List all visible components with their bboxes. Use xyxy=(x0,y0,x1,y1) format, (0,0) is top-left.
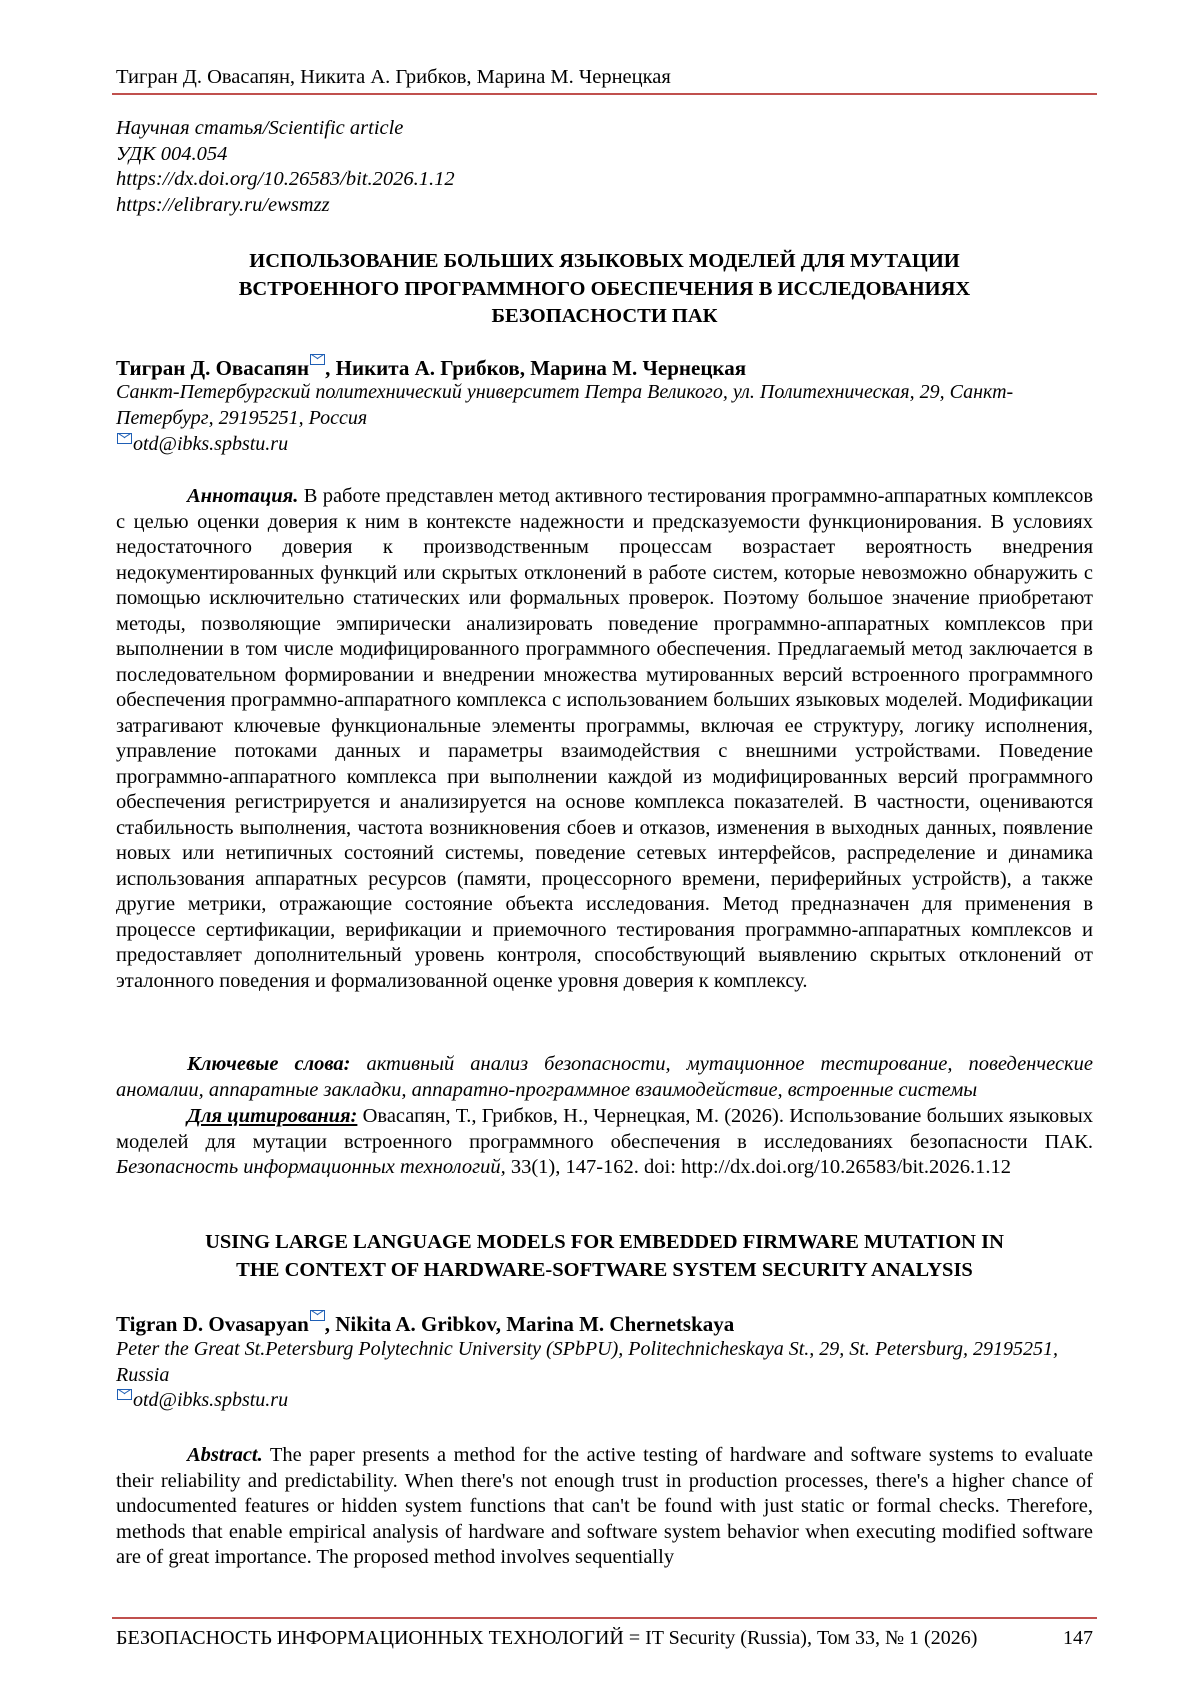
keywords-text: активный анализ безопасности, мутационное тестирование, поведенческие аномалии, аппаратные закладки, аппаратно-программное взаимодействие, встроенные системы xyxy=(116,1053,1093,1101)
footer-rule xyxy=(112,1617,1097,1619)
authors-ru xyxy=(116,354,746,381)
affiliation-en: Peter the Great St.Petersburg Polytechnic University (SPbPU), Politechnicheskaya St., 29, St. Petersburg, 29195251, Russia xyxy=(116,1338,1058,1386)
envelope-icon xyxy=(117,433,132,444)
udc-code: УДК 004.054 xyxy=(116,142,228,165)
citation-journal: Безопасность информационных технологий, xyxy=(116,1156,506,1178)
abstract-text-en: The paper presents a method for the active testing of hardware and software systems to evaluate their reliability and predictability. When there's not enough trust in production processes, there's a higher chance of undocumented features or hidden system functions that can't be found with just static or formal checks. Therefore, methods that enable empirical analysis of hardware and software system behavior when executing modified software are of great importance. The proposed method involves sequentially xyxy=(116,1444,1093,1568)
title-en-line-1: USING LARGE LANGUAGE MODELS FOR EMBEDDED FIRMWARE MUTATION IN xyxy=(205,1231,1004,1253)
elibrary-link[interactable]: https://elibrary.ru/ewsmzz xyxy=(116,193,330,216)
authors-en xyxy=(116,1310,734,1337)
citation-text-2: 33(1), 147-162. doi: http://dx.doi.org/10.26583/bit.2026.1.12 xyxy=(510,1156,1011,1178)
doi-link[interactable]: https://dx.doi.org/10.26583/bit.2026.1.12 xyxy=(116,168,455,190)
envelope-icon xyxy=(117,1389,132,1400)
citation-text-1: Овасапян, Т., Грибков, Н., Чернецкая, М. (2026). Использование больших языковых моделей для мутации встроенного программного обеспечения в исследованиях безопасности ПАК. xyxy=(116,1105,1094,1153)
coauthors-en: , Nikita A. Gribkov, Marina M. Chernetskaya xyxy=(324,1312,735,1336)
title-ru-line-3: БЕЗОПАСНОСТИ ПАК xyxy=(491,305,718,327)
keywords-ru xyxy=(116,1052,1093,1103)
abstract-label-en: Abstract. xyxy=(187,1444,263,1466)
title-ru-line-2: ВСТРОЕННОГО ПРОГРАММНОГО ОБЕСПЕЧЕНИЯ В ИССЛЕДОВАНИЯХ xyxy=(238,277,971,300)
envelope-icon xyxy=(310,354,325,365)
title-en-line-2: THE CONTEXT OF HARDWARE-SOFTWARE SYSTEM SECURITY ANALYSIS xyxy=(236,1258,973,1281)
page-footer xyxy=(116,1627,1093,1650)
header-rule xyxy=(112,93,1097,95)
corresponding-author-en: Tigran D. Ovasapyan xyxy=(116,1312,309,1336)
article-type: Научная статья/Scientific article xyxy=(116,117,404,139)
corresponding-author-ru: Тигран Д. Овасапян xyxy=(116,356,310,380)
abstract-text-ru: В работе представлен метод активного тестирования программно-аппаратных комплексов с целью оценки доверия к ним в контексте надежности и предсказуемости функционирования. В условиях недостаточного доверия к производственным процессам возрастает вероятность внедрения недокументированных функций или скрытых отклонений в работе систем, которые невозможно обнаружить с помощью исключительно статических или формальных проверок. Поэтому большое значение приобретают методы, позволяющие эмпирически анализировать поведение программно-аппаратных комплексов при выполнении в том числе модифицированного программного обеспечения. Предлагаемый метод заключается в последовательном формировании и внедрении множества мутированных версий встроенного программного обеспечения программно-аппаратного комплекса с использованием больших языковых моделей. Модификации затрагивают ключевые функциональные элементы программы, включая ее структуру, логику исполнения, управление потоками данных и параметры взаимодействия с внешними устройствами. Поведение программно-аппаратного комплекса при выполнении каждой из модифицированных версий программного обеспечения регистрируется и анализируется на основе комплекса показателей. В частности, оцениваются стабильность выполнения, частота возникновения сбоев и отказов, изменения в выходных данных, появление новых или нетипичных состояний системы, поведение сетевых интерфейсов, распределение и динамика использования аппаратных ресурсов (памяти, процессорного времени, периферийных устройств), а также другие метрики, отражающие состояние объекта исследования. Метод предназначен для применения в процессе сертификации, верификации и приемочного тестирования программно-аппаратных комплексов и предоставляет дополнительный уровень контроля, способствующий выявлению скрытых отклонений от эталонного поведения и формализованной оценке уровня доверия к комплексу. xyxy=(116,485,1093,992)
keywords-label: Ключевые слова: xyxy=(187,1053,351,1075)
email-line-ru xyxy=(116,433,288,456)
coauthors-ru: , Никита А. Грибков, Марина М. Чернецкая xyxy=(325,356,747,380)
journal-footer: БЕЗОПАСНОСТЬ ИНФОРМАЦИОННЫХ ТЕХНОЛОГИЙ = IT Security (Russia), Том 33, № 1 (2026) xyxy=(116,1627,978,1649)
page-number: 147 xyxy=(1063,1627,1093,1649)
article-meta xyxy=(116,116,455,218)
citation-ru xyxy=(116,1104,1093,1181)
envelope-icon xyxy=(310,1310,325,1321)
email-ru[interactable]: otd@ibks.spbstu.ru xyxy=(133,433,289,455)
email-en[interactable]: otd@ibks.spbstu.ru xyxy=(133,1389,289,1411)
email-line-en xyxy=(116,1389,288,1412)
affiliation-ru: Санкт-Петербургский политехнический университет Петра Великого, ул. Политехническая, 29, Санкт-Петербург, 29195251, Россия xyxy=(116,381,1014,429)
abstract-label-ru: Аннотация. xyxy=(187,485,299,507)
abstract-ru xyxy=(116,484,1093,994)
article-title-ru xyxy=(112,248,1097,331)
title-ru-line-1: ИСПОЛЬЗОВАНИЕ БОЛЬШИХ ЯЗЫКОВЫХ МОДЕЛЕЙ ДЛЯ МУТАЦИИ xyxy=(249,250,960,272)
abstract-en xyxy=(116,1443,1093,1571)
article-title-en xyxy=(112,1229,1097,1284)
citation-label: Для цитирования: xyxy=(187,1105,358,1127)
running-head: Тигран Д. Овасапян, Никита А. Грибков, Марина М. Чернецкая xyxy=(116,66,671,88)
